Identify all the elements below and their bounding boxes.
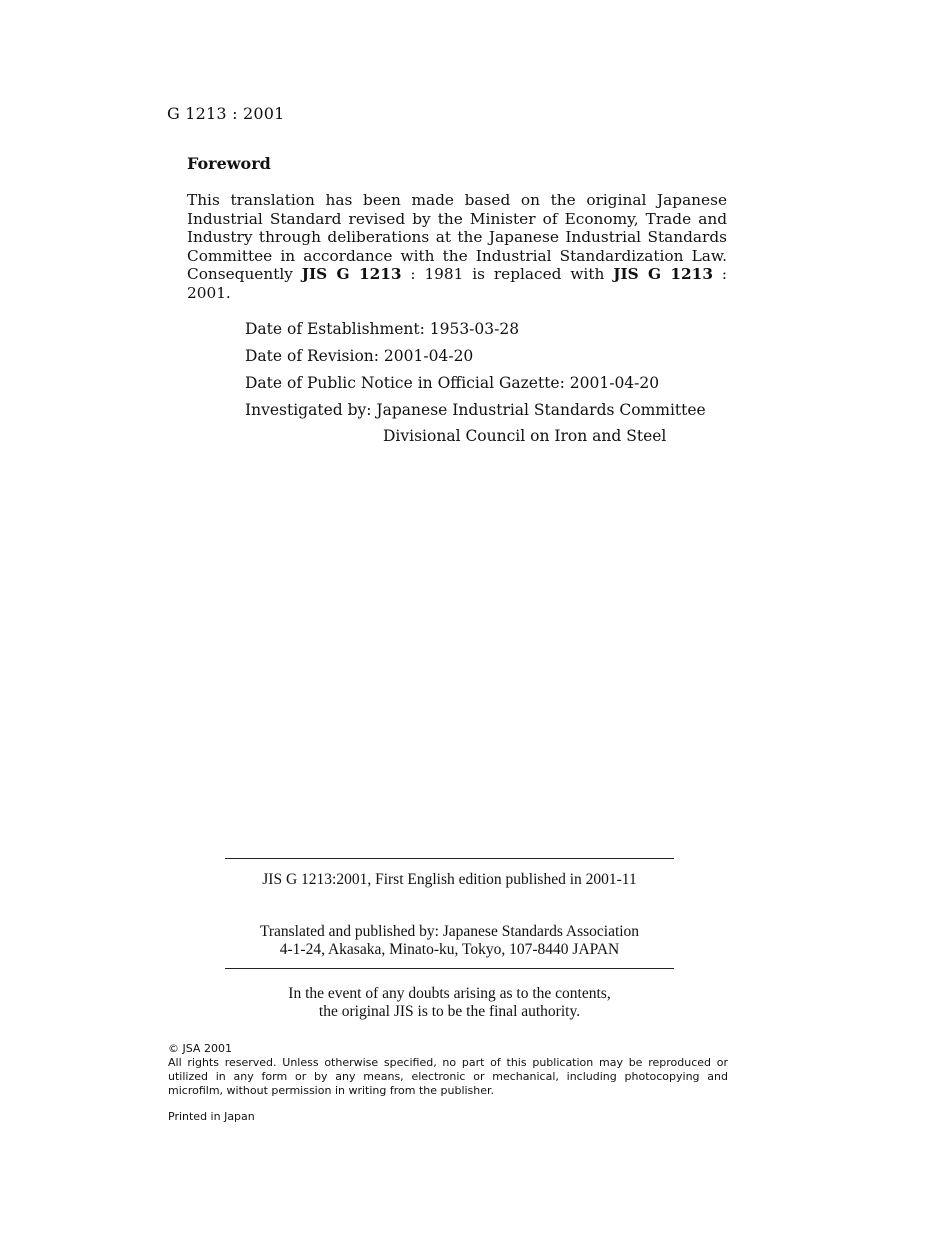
printed-in: Printed in Japan bbox=[168, 1110, 255, 1123]
publisher-line-1: Translated and published by: Japanese Standards Association bbox=[259, 923, 640, 940]
copyright: © JSA 2001 bbox=[168, 1042, 232, 1055]
authority-line-1: In the event of any doubts arising as to the contents, bbox=[288, 985, 611, 1002]
divisional-council: Divisional Council on Iron and Steel bbox=[383, 427, 667, 445]
old-standard-ref: JIS G 1213 bbox=[301, 265, 402, 284]
foreword-text-1: This translation has been made based on the original Japanese Industrial Standard revised by the Minister of Economy, Trade and Industry through deliberations at the Japanese Industrial Standards Committee in accordance with the Industrial Standardization Law. Consequently bbox=[187, 191, 727, 284]
bottom-divider bbox=[225, 968, 674, 969]
date-revision: Date of Revision: 2001-04-20 bbox=[245, 347, 474, 365]
foreword-text-3: : 2001. bbox=[187, 265, 727, 302]
authority-line-2: the original JIS is to be the final authority. bbox=[318, 1003, 581, 1020]
foreword-text-2: : 1981 is replaced with bbox=[401, 265, 614, 284]
top-divider bbox=[225, 858, 674, 859]
new-standard-ref: JIS G 1213 bbox=[613, 265, 713, 284]
investigated-by: Investigated by: Japanese Industrial Standards Committee bbox=[245, 401, 706, 419]
rights-statement: All rights reserved. Unless otherwise specified, no part of this publication may be reproduced or utilized in any form or by any means, electronic or mechanical, including photocopying and microfilm, without permission in writing from the publisher. bbox=[168, 1056, 728, 1097]
foreword-heading: Foreword bbox=[187, 154, 271, 173]
edition-line: JIS G 1213:2001, First English edition published in 2001-11 bbox=[262, 871, 637, 888]
legal-notice bbox=[168, 1042, 728, 1098]
publisher-line-2: 4-1-24, Akasaka, Minato-ku, Tokyo, 107-8440 JAPAN bbox=[279, 941, 620, 958]
foreword-paragraph bbox=[187, 191, 727, 303]
document-id: G 1213 : 2001 bbox=[167, 104, 285, 123]
date-establishment: Date of Establishment: 1953-03-28 bbox=[245, 320, 520, 338]
date-public-notice: Date of Public Notice in Official Gazette: 2001-04-20 bbox=[245, 374, 660, 392]
